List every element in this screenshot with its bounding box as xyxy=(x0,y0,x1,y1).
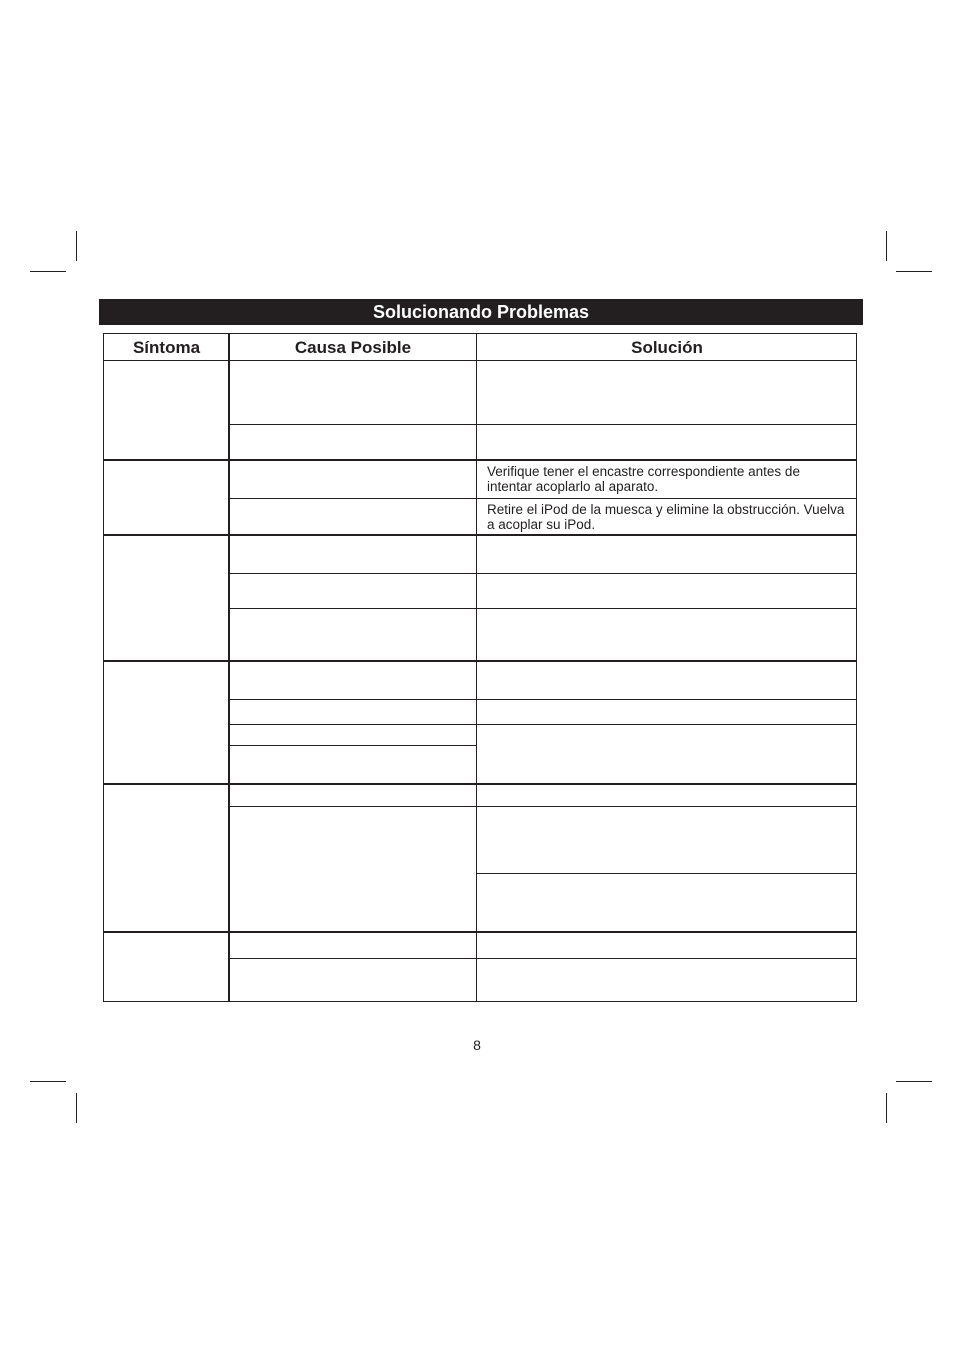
solution-cell xyxy=(476,806,857,873)
cause-cell xyxy=(229,745,476,784)
solution-cell xyxy=(476,699,857,724)
crop-mark xyxy=(886,231,887,261)
cause-cell xyxy=(229,535,476,573)
cause-cell xyxy=(229,498,476,535)
symptom-cell xyxy=(103,535,229,661)
cause-cell xyxy=(229,784,476,806)
solution-cell xyxy=(476,573,857,608)
symptom-cell xyxy=(103,360,229,460)
solution-cell xyxy=(476,724,857,784)
solution-dock-obstruction: Retire el iPod de la muesca y elimine la obstrucción. Vuelva a acoplar su iPod. xyxy=(476,498,857,535)
cause-cell xyxy=(229,806,476,932)
solution-cell xyxy=(476,784,857,806)
header-solution: Solución xyxy=(476,333,857,360)
crop-mark xyxy=(76,1093,77,1123)
crop-mark xyxy=(896,1081,932,1082)
crop-mark xyxy=(886,1093,887,1123)
solution-cell xyxy=(476,360,857,424)
solution-cell xyxy=(476,932,857,958)
crop-mark xyxy=(896,271,932,272)
row-separator xyxy=(103,783,857,785)
cause-cell xyxy=(229,573,476,608)
solution-cell xyxy=(476,424,857,460)
row-separator xyxy=(103,660,857,662)
row-separator xyxy=(103,459,857,461)
symptom-cell xyxy=(103,932,229,1002)
solution-cell xyxy=(476,661,857,699)
cause-cell xyxy=(229,360,476,424)
solution-cell xyxy=(476,608,857,661)
cause-cell xyxy=(229,424,476,460)
crop-mark xyxy=(30,1081,66,1082)
cause-cell xyxy=(229,699,476,724)
solution-dock-insert: Verifique tener el encastre correspondiente antes de intentar acoplarlo al aparato. xyxy=(476,460,857,498)
cause-cell xyxy=(229,661,476,699)
row-separator xyxy=(103,534,857,536)
symptom-cell xyxy=(103,661,229,784)
header-symptom: Síntoma xyxy=(103,333,229,360)
crop-mark xyxy=(30,271,66,272)
solution-cell xyxy=(476,873,857,932)
cause-cell xyxy=(229,932,476,958)
column-separator xyxy=(228,333,230,1002)
symptom-cell xyxy=(103,784,229,932)
symptom-cell xyxy=(103,460,229,535)
troubleshooting-table xyxy=(103,333,857,1002)
cause-cell xyxy=(229,460,476,498)
crop-mark xyxy=(76,231,77,261)
section-title: Solucionando Problemas xyxy=(99,299,863,325)
cause-cell xyxy=(229,608,476,661)
solution-cell xyxy=(476,535,857,573)
page-number: 8 xyxy=(473,1037,481,1053)
solution-cell xyxy=(476,958,857,1002)
cause-cell xyxy=(229,724,476,745)
row-separator xyxy=(103,931,857,933)
header-cause: Causa Posible xyxy=(229,333,476,360)
cause-cell xyxy=(229,958,476,1002)
